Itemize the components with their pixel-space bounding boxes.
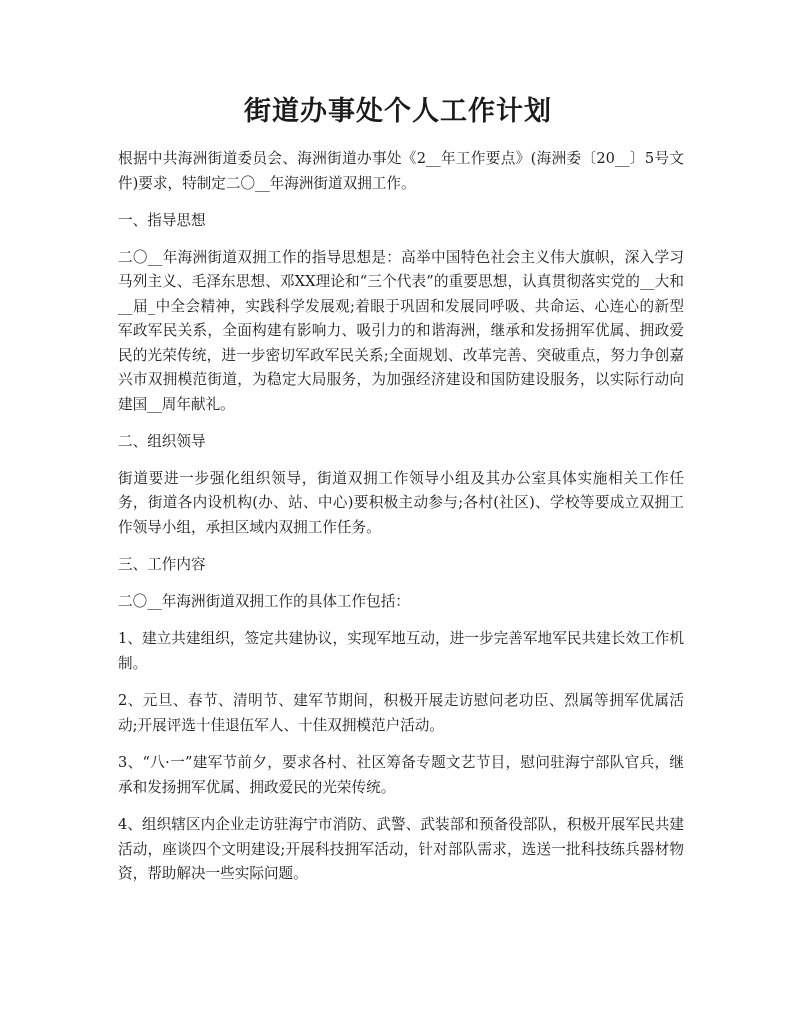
work-item-3: 3、“八·一”建军节前夕，要求各村、社区筹备专题文艺节目，慰问驻海宁部队官兵，继承和发扬拥军优属、拥政爱民的光荣传统。 [118, 754, 684, 796]
document-body [118, 147, 684, 900]
work-content-intro: 二〇__年海洲街道双拥工作的具体工作包括： [118, 592, 410, 610]
section-heading-guiding-ideology: 一、指导思想 [118, 212, 206, 229]
guiding-ideology-paragraph: 二〇__年海洲街道双拥工作的指导思想是：高举中国特色社会主义伟大旗帜，深入学习马列主义、毛泽东思想、邓XX理论和“三个代表”的重要思想，认真贯彻落实党的__大和__届_中全会精神，实践科学发展观;着眼于巩固和发展同呼吸、共命运、心连心的新型军政军民关系，全面构建有影响力、吸引力的和谐海洲，继承和发扬拥军优属、拥政爱民的光荣传统，进一步密切军政军民关系;全面规划、改革完善、突破重点，努力争创嘉兴市双拥模范街道，为稳定大局服务，为加强经济建设和国防建设服务，以实际行动向建国__周年献礼。 [118, 248, 684, 413]
work-item-1: 1、建立共建组织，签定共建协议，实现军地互动，进一步完善军地军民共建长效工作机制。 [118, 630, 684, 672]
organization-paragraph: 街道要进一步强化组织领导，街道双拥工作领导小组及其办公室具体实施相关工作任务，街道各内设机构(办、站、中心)要积极主动参与;各村(社区)、学校等要成立双拥工作领导小组，承担区域内双拥工作任务。 [118, 469, 684, 536]
work-item-4: 4、组织辖区内企业走访驻海宁市消防、武警、武装部和预备役部队，积极开展军民共建活动，座谈四个文明建设;开展科技拥军活动，针对部队需求，选送一批科技练兵器材物资，帮助解决一些实际问题。 [118, 816, 684, 882]
document-title: 街道办事处个人工作计划 [244, 96, 552, 127]
work-item-2: 2、元旦、春节、清明节、建军节期间，积极开展走访慰问老功臣、烈属等拥军优属活动;开展评选十佳退伍军人、十佳双拥模范户活动。 [118, 692, 684, 734]
intro-paragraph: 根据中共海洲街道委员会、海洲街道办事处《2__年工作要点》(海洲委〔20__〕5号文件)要求，特制定二〇__年海洲街道双拥工作。 [118, 150, 684, 192]
section-heading-work-content: 三、工作内容 [118, 556, 206, 573]
section-heading-organization: 二、组织领导 [118, 433, 206, 450]
